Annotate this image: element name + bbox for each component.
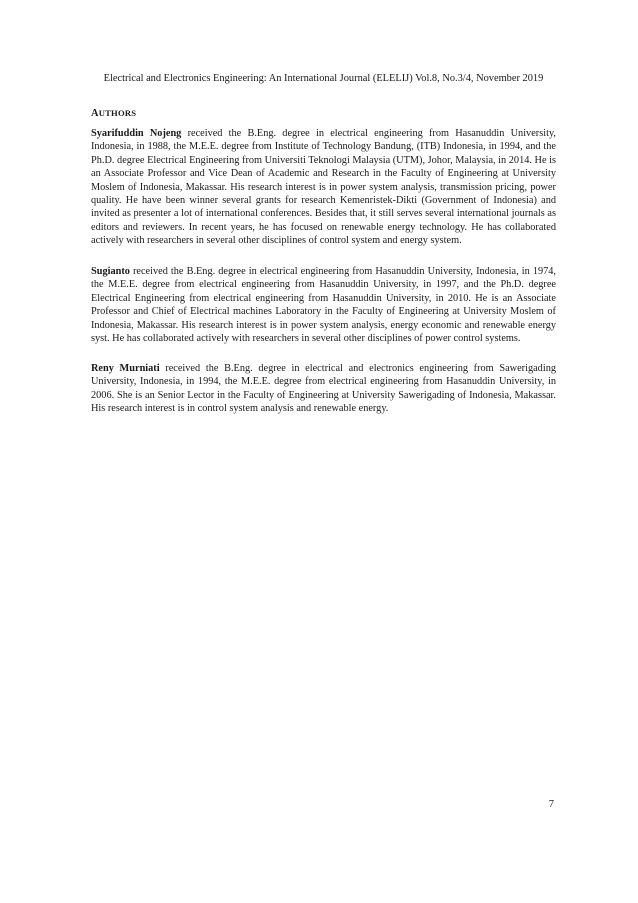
- author-name: Syarifuddin Nojeng: [91, 128, 182, 139]
- author-name: Sugianto: [91, 266, 130, 277]
- section-heading-rest: UTHORS: [98, 108, 137, 118]
- author-bio-text: received the B.Eng. degree in electrical engineering from Hasanuddin University, Indonesia, in 1988, the M.E.E. degree from Institute of Technology Bandung, (ITB) Indonesia, in 1994, and the Ph.D. degree Electrical Engineering from Universiti Teknologi Malaysia (UTM), Johor, Malaysia, in 2014. He is an Associate Professor and Vice Dean of Academic and Research in the Faculty of Engineering at University Moslem of Indonesia, Makassar. His research interest is in power system analysis, transmission pricing, power quality. He have been winner several grants for research Kemenristek-Dikti (Government of Indonesia) and invited as presenter a lot of international conferences. Besides that, it still serves several international journals as editors and reviewers. In recent years, he has focused on renewable energy technology. He has collaborated actively with researchers in several other disciplines of control system and energy system.: [91, 128, 556, 247]
- author-bio-paragraph: [91, 265, 556, 345]
- author-bio-paragraph: [91, 362, 556, 416]
- author-name: Reny Murniati: [91, 363, 160, 374]
- journal-page: [91, 0, 556, 903]
- section-heading-authors: [91, 106, 136, 121]
- page-number: 7: [548, 799, 554, 810]
- section-heading-initial: A: [91, 108, 99, 119]
- author-bio-paragraph: [91, 127, 556, 248]
- author-bio-text: received the B.Eng. degree in electrical and electronics engineering from Sawerigading University, Indonesia, in 1994, the M.E.E. degree from electrical engineering from Hasanuddin University, in 2006. She is an Senior Lector in the Faculty of Engineering at University Sawerigading of Indonesia, Makassar. His research interest is in control system analysis and renewable energy.: [91, 363, 556, 415]
- running-header: Electrical and Electronics Engineering: An International Journal (ELELIJ) Vol.8, No.3/4, November 2019: [103, 73, 544, 84]
- author-bio-text: received the B.Eng. degree in electrical engineering from Hasanuddin University, Indonesia, in 1974, the M.E.E. degree from electrical engineering from Hasanuddin University, in 1997, and the Ph.D. degree Electrical Engineering from electrical engineering from Hasanuddin University, in 2010. He is an Associate Professor and Chief of Electrical machines Laboratory in the Faculty of Engineering at University Moslem of Indonesia, Makassar. His research interest is in power system analysis, energy economic and renewable energy syst. He has collaborated actively with researchers in several other disciplines of power control systems.: [91, 266, 556, 345]
